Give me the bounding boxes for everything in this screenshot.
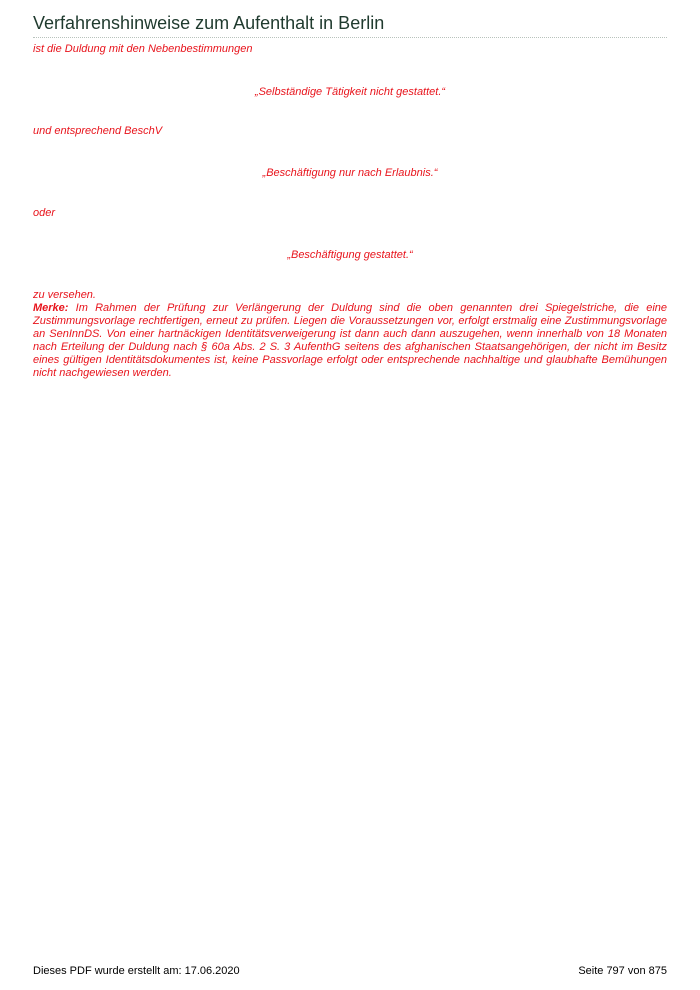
quote-employment-permission: „Beschäftigung nur nach Erlaubnis.“ xyxy=(262,167,438,179)
footer-created-date: Dieses PDF wurde erstellt am: 17.06.2020 xyxy=(33,965,240,977)
merke-paragraph xyxy=(33,302,667,380)
quote-self-employment: „Selbständige Tätigkeit nicht gestattet.“ xyxy=(254,86,446,98)
footer-page-number: Seite 797 von 875 xyxy=(578,965,667,977)
quote-employment-allowed: „Beschäftigung gestattet.“ xyxy=(287,249,413,261)
connector-or: oder xyxy=(33,207,56,219)
page-header xyxy=(33,12,667,38)
page-title: Verfahrenshinweise zum Aufenthalt in Berlin xyxy=(33,13,385,33)
closing-text: zu versehen. xyxy=(33,289,96,301)
merke-text: Im Rahmen der Prüfung zur Verlängerung der Duldung sind die oben genannten drei Spiegelstriche, die eine Zustimmungsvorlage rechtfertigen, erneut zu prüfen. Liegen die Voraussetzungen vor, erfolgt erstmalig eine Zustimmungsvorlage an SenInnDS. Von einer hartnäckigen Identitätsverweigerung ist dann auch dann auszugehen, wenn innerhalb von 18 Monaten nach Erteilung der Duldung nach § 60a Abs. 2 S. 3 AufenthG seitens des afghanischen Staatsangehörigen, der nicht im Besitz eines gültigen Identitätsdokumentes ist, keine Passvorlage erfolgt oder entsprechende nachhaltige und glaubhafte Bemühungen nicht nachgewiesen werden. xyxy=(33,302,667,379)
page-footer xyxy=(33,965,667,977)
header-divider xyxy=(33,37,667,38)
merke-label: Merke: xyxy=(33,302,69,314)
intro-text: ist die Duldung mit den Nebenbestimmungen xyxy=(33,43,253,55)
connector-beschv: und entsprechend BeschV xyxy=(33,125,163,137)
